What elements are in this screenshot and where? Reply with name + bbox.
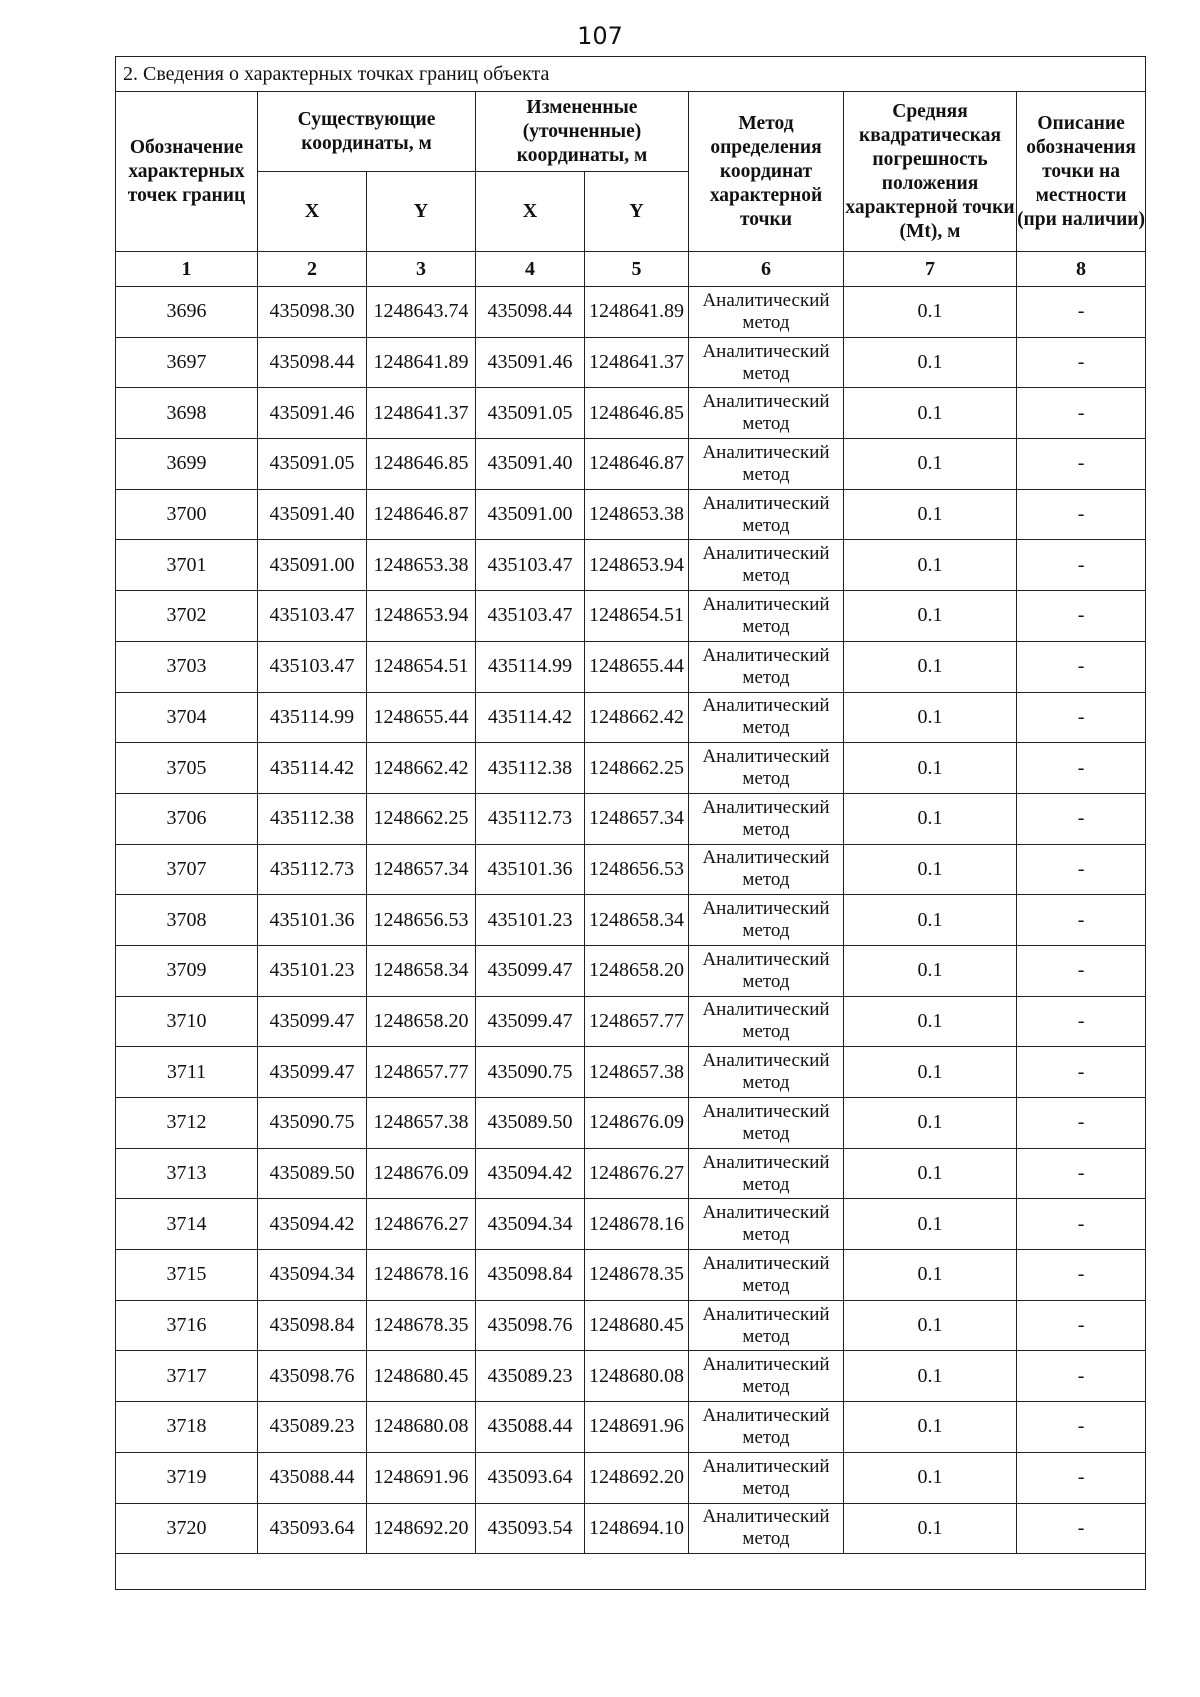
description-cell: - xyxy=(1017,996,1146,1047)
mean-error-cell: 0.1 xyxy=(844,1047,1017,1098)
table-row xyxy=(116,1351,1146,1402)
point-id-cell: 3712 xyxy=(116,1098,258,1149)
description-cell: - xyxy=(1017,793,1146,844)
changed-x-cell: 435098.76 xyxy=(476,1300,585,1351)
changed-x-cell: 435091.46 xyxy=(476,337,585,388)
method-cell: Аналитический метод xyxy=(689,287,844,338)
existing-x-cell: 435103.47 xyxy=(258,591,367,642)
description-cell: - xyxy=(1017,388,1146,439)
mean-error-cell: 0.1 xyxy=(844,1351,1017,1402)
mean-error-cell: 0.1 xyxy=(844,996,1017,1047)
method-cell: Аналитический метод xyxy=(689,895,844,946)
changed-x-cell: 435098.44 xyxy=(476,287,585,338)
existing-x-cell: 435098.84 xyxy=(258,1300,367,1351)
header-method: Метод определения координат характерной точки xyxy=(689,92,844,252)
existing-x-cell: 435093.64 xyxy=(258,1503,367,1554)
description-cell: - xyxy=(1017,1199,1146,1250)
method-cell: Аналитический метод xyxy=(689,388,844,439)
description-cell: - xyxy=(1017,844,1146,895)
point-id-cell: 3707 xyxy=(116,844,258,895)
mean-error-cell: 0.1 xyxy=(844,1503,1017,1554)
changed-x-cell: 435093.54 xyxy=(476,1503,585,1554)
existing-y-cell: 1248678.35 xyxy=(367,1300,476,1351)
point-id-cell: 3704 xyxy=(116,692,258,743)
changed-x-cell: 435089.23 xyxy=(476,1351,585,1402)
description-cell: - xyxy=(1017,1148,1146,1199)
description-cell: - xyxy=(1017,641,1146,692)
point-id-cell: 3710 xyxy=(116,996,258,1047)
mean-error-cell: 0.1 xyxy=(844,945,1017,996)
existing-y-cell: 1248680.08 xyxy=(367,1402,476,1453)
existing-y-cell: 1248657.77 xyxy=(367,1047,476,1098)
header-existing-y: Y xyxy=(367,172,476,252)
changed-y-cell: 1248691.96 xyxy=(585,1402,689,1453)
existing-x-cell: 435101.36 xyxy=(258,895,367,946)
table-row xyxy=(116,1452,1146,1503)
description-cell: - xyxy=(1017,439,1146,490)
existing-y-cell: 1248646.87 xyxy=(367,489,476,540)
point-id-cell: 3715 xyxy=(116,1250,258,1301)
changed-y-cell: 1248653.38 xyxy=(585,489,689,540)
mean-error-cell: 0.1 xyxy=(844,540,1017,591)
changed-x-cell: 435098.84 xyxy=(476,1250,585,1301)
mean-error-cell: 0.1 xyxy=(844,1402,1017,1453)
column-number: 7 xyxy=(844,252,1017,287)
changed-y-cell: 1248658.20 xyxy=(585,945,689,996)
existing-y-cell: 1248662.42 xyxy=(367,743,476,794)
changed-y-cell: 1248680.08 xyxy=(585,1351,689,1402)
description-cell: - xyxy=(1017,1402,1146,1453)
changed-x-cell: 435099.47 xyxy=(476,996,585,1047)
description-cell: - xyxy=(1017,489,1146,540)
description-cell: - xyxy=(1017,1098,1146,1149)
changed-x-cell: 435088.44 xyxy=(476,1402,585,1453)
point-id-cell: 3719 xyxy=(116,1452,258,1503)
existing-x-cell: 435098.44 xyxy=(258,337,367,388)
column-number: 6 xyxy=(689,252,844,287)
header-changed-x: X xyxy=(476,172,585,252)
changed-x-cell: 435099.47 xyxy=(476,945,585,996)
changed-x-cell: 435089.50 xyxy=(476,1098,585,1149)
mean-error-cell: 0.1 xyxy=(844,591,1017,642)
point-id-cell: 3698 xyxy=(116,388,258,439)
existing-y-cell: 1248641.89 xyxy=(367,337,476,388)
page-number: 107 xyxy=(577,22,623,50)
header-existing-coordinates: Существующие координаты, м xyxy=(258,92,476,172)
changed-y-cell: 1248657.34 xyxy=(585,793,689,844)
existing-y-cell: 1248680.45 xyxy=(367,1351,476,1402)
description-cell: - xyxy=(1017,692,1146,743)
method-cell: Аналитический метод xyxy=(689,1047,844,1098)
method-cell: Аналитический метод xyxy=(689,945,844,996)
header-changed-coordinates: Измененные (уточненные) координаты, м xyxy=(476,92,689,172)
point-id-cell: 3714 xyxy=(116,1199,258,1250)
method-cell: Аналитический метод xyxy=(689,844,844,895)
changed-x-cell: 435112.38 xyxy=(476,743,585,794)
empty-cell xyxy=(116,1554,1146,1590)
existing-x-cell: 435088.44 xyxy=(258,1452,367,1503)
table-row xyxy=(116,945,1146,996)
mean-error-cell: 0.1 xyxy=(844,1452,1017,1503)
existing-x-cell: 435114.99 xyxy=(258,692,367,743)
mean-error-cell: 0.1 xyxy=(844,1250,1017,1301)
table-row xyxy=(116,1300,1146,1351)
mean-error-cell: 0.1 xyxy=(844,641,1017,692)
description-cell: - xyxy=(1017,287,1146,338)
changed-y-cell: 1248641.37 xyxy=(585,337,689,388)
existing-y-cell: 1248654.51 xyxy=(367,641,476,692)
column-number: 4 xyxy=(476,252,585,287)
changed-y-cell: 1248694.10 xyxy=(585,1503,689,1554)
mean-error-cell: 0.1 xyxy=(844,489,1017,540)
empty-row xyxy=(116,1554,1146,1590)
point-id-cell: 3718 xyxy=(116,1402,258,1453)
method-cell: Аналитический метод xyxy=(689,591,844,642)
point-id-cell: 3702 xyxy=(116,591,258,642)
changed-x-cell: 435090.75 xyxy=(476,1047,585,1098)
description-cell: - xyxy=(1017,1351,1146,1402)
changed-y-cell: 1248654.51 xyxy=(585,591,689,642)
description-cell: - xyxy=(1017,945,1146,996)
existing-y-cell: 1248658.20 xyxy=(367,996,476,1047)
changed-y-cell: 1248653.94 xyxy=(585,540,689,591)
changed-x-cell: 435114.99 xyxy=(476,641,585,692)
existing-x-cell: 435099.47 xyxy=(258,996,367,1047)
table-row xyxy=(116,540,1146,591)
existing-y-cell: 1248678.16 xyxy=(367,1250,476,1301)
changed-y-cell: 1248655.44 xyxy=(585,641,689,692)
column-number: 8 xyxy=(1017,252,1146,287)
section-title: 2. Сведения о характерных точках границ объекта xyxy=(116,57,1146,92)
header-description: Описание обозначения точки на местности (при наличии) xyxy=(1017,92,1146,252)
mean-error-cell: 0.1 xyxy=(844,692,1017,743)
method-cell: Аналитический метод xyxy=(689,996,844,1047)
header-point-designation: Обозначение характерных точек границ xyxy=(116,92,258,252)
point-id-cell: 3720 xyxy=(116,1503,258,1554)
point-id-cell: 3716 xyxy=(116,1300,258,1351)
method-cell: Аналитический метод xyxy=(689,692,844,743)
point-id-cell: 3703 xyxy=(116,641,258,692)
mean-error-cell: 0.1 xyxy=(844,844,1017,895)
existing-y-cell: 1248662.25 xyxy=(367,793,476,844)
existing-y-cell: 1248653.94 xyxy=(367,591,476,642)
description-cell: - xyxy=(1017,743,1146,794)
existing-y-cell: 1248658.34 xyxy=(367,945,476,996)
method-cell: Аналитический метод xyxy=(689,793,844,844)
changed-y-cell: 1248678.35 xyxy=(585,1250,689,1301)
changed-x-cell: 435103.47 xyxy=(476,591,585,642)
existing-y-cell: 1248657.34 xyxy=(367,844,476,895)
changed-x-cell: 435112.73 xyxy=(476,793,585,844)
changed-x-cell: 435091.40 xyxy=(476,439,585,490)
header-mean-error: Средняя квадратическая погрешность положения характерной точки (Mt), м xyxy=(844,92,1017,252)
table-row xyxy=(116,388,1146,439)
point-id-cell: 3709 xyxy=(116,945,258,996)
changed-x-cell: 435091.00 xyxy=(476,489,585,540)
mean-error-cell: 0.1 xyxy=(844,743,1017,794)
existing-y-cell: 1248692.20 xyxy=(367,1503,476,1554)
existing-y-cell: 1248655.44 xyxy=(367,692,476,743)
existing-x-cell: 435091.05 xyxy=(258,439,367,490)
method-cell: Аналитический метод xyxy=(689,489,844,540)
changed-y-cell: 1248646.87 xyxy=(585,439,689,490)
existing-y-cell: 1248676.09 xyxy=(367,1148,476,1199)
changed-x-cell: 435094.34 xyxy=(476,1199,585,1250)
table-row xyxy=(116,996,1146,1047)
changed-y-cell: 1248678.16 xyxy=(585,1199,689,1250)
point-id-cell: 3708 xyxy=(116,895,258,946)
table-row xyxy=(116,793,1146,844)
column-number: 3 xyxy=(367,252,476,287)
table-row xyxy=(116,895,1146,946)
method-cell: Аналитический метод xyxy=(689,1148,844,1199)
mean-error-cell: 0.1 xyxy=(844,1199,1017,1250)
table-row xyxy=(116,489,1146,540)
existing-y-cell: 1248641.37 xyxy=(367,388,476,439)
column-number-row xyxy=(116,252,1146,287)
existing-x-cell: 435112.38 xyxy=(258,793,367,844)
changed-x-cell: 435091.05 xyxy=(476,388,585,439)
description-cell: - xyxy=(1017,895,1146,946)
changed-y-cell: 1248662.42 xyxy=(585,692,689,743)
existing-x-cell: 435090.75 xyxy=(258,1098,367,1149)
changed-y-cell: 1248657.38 xyxy=(585,1047,689,1098)
method-cell: Аналитический метод xyxy=(689,1503,844,1554)
mean-error-cell: 0.1 xyxy=(844,439,1017,490)
existing-x-cell: 435112.73 xyxy=(258,844,367,895)
point-id-cell: 3701 xyxy=(116,540,258,591)
column-number: 1 xyxy=(116,252,258,287)
changed-x-cell: 435103.47 xyxy=(476,540,585,591)
method-cell: Аналитический метод xyxy=(689,743,844,794)
point-id-cell: 3711 xyxy=(116,1047,258,1098)
changed-y-cell: 1248692.20 xyxy=(585,1452,689,1503)
changed-y-cell: 1248657.77 xyxy=(585,996,689,1047)
mean-error-cell: 0.1 xyxy=(844,388,1017,439)
table-row xyxy=(116,692,1146,743)
mean-error-cell: 0.1 xyxy=(844,337,1017,388)
table-row xyxy=(116,641,1146,692)
point-id-cell: 3706 xyxy=(116,793,258,844)
existing-x-cell: 435101.23 xyxy=(258,945,367,996)
table-row xyxy=(116,1098,1146,1149)
table-row xyxy=(116,1148,1146,1199)
changed-y-cell: 1248646.85 xyxy=(585,388,689,439)
table-row xyxy=(116,439,1146,490)
description-cell: - xyxy=(1017,1047,1146,1098)
existing-x-cell: 435114.42 xyxy=(258,743,367,794)
existing-y-cell: 1248657.38 xyxy=(367,1098,476,1149)
header-changed-y: Y xyxy=(585,172,689,252)
table-row xyxy=(116,844,1146,895)
point-id-cell: 3713 xyxy=(116,1148,258,1199)
existing-x-cell: 435098.76 xyxy=(258,1351,367,1402)
existing-x-cell: 435094.34 xyxy=(258,1250,367,1301)
existing-y-cell: 1248653.38 xyxy=(367,540,476,591)
point-id-cell: 3699 xyxy=(116,439,258,490)
existing-x-cell: 435091.40 xyxy=(258,489,367,540)
changed-x-cell: 435093.64 xyxy=(476,1452,585,1503)
existing-y-cell: 1248643.74 xyxy=(367,287,476,338)
method-cell: Аналитический метод xyxy=(689,1199,844,1250)
description-cell: - xyxy=(1017,1503,1146,1554)
description-cell: - xyxy=(1017,1300,1146,1351)
changed-x-cell: 435114.42 xyxy=(476,692,585,743)
mean-error-cell: 0.1 xyxy=(844,1300,1017,1351)
point-id-cell: 3697 xyxy=(116,337,258,388)
existing-x-cell: 435094.42 xyxy=(258,1199,367,1250)
existing-x-cell: 435089.50 xyxy=(258,1148,367,1199)
method-cell: Аналитический метод xyxy=(689,1351,844,1402)
method-cell: Аналитический метод xyxy=(689,1250,844,1301)
description-cell: - xyxy=(1017,1452,1146,1503)
boundary-points-table xyxy=(115,56,1146,1590)
changed-x-cell: 435101.23 xyxy=(476,895,585,946)
table-row xyxy=(116,1503,1146,1554)
method-cell: Аналитический метод xyxy=(689,641,844,692)
mean-error-cell: 0.1 xyxy=(844,1098,1017,1149)
description-cell: - xyxy=(1017,1250,1146,1301)
method-cell: Аналитический метод xyxy=(689,439,844,490)
method-cell: Аналитический метод xyxy=(689,540,844,591)
point-id-cell: 3717 xyxy=(116,1351,258,1402)
method-cell: Аналитический метод xyxy=(689,1402,844,1453)
table-row xyxy=(116,287,1146,338)
point-id-cell: 3700 xyxy=(116,489,258,540)
method-cell: Аналитический метод xyxy=(689,1452,844,1503)
table-row xyxy=(116,1199,1146,1250)
method-cell: Аналитический метод xyxy=(689,1300,844,1351)
existing-x-cell: 435091.00 xyxy=(258,540,367,591)
changed-y-cell: 1248680.45 xyxy=(585,1300,689,1351)
table-row xyxy=(116,1402,1146,1453)
changed-y-cell: 1248641.89 xyxy=(585,287,689,338)
table-row xyxy=(116,743,1146,794)
mean-error-cell: 0.1 xyxy=(844,287,1017,338)
changed-x-cell: 435101.36 xyxy=(476,844,585,895)
changed-y-cell: 1248658.34 xyxy=(585,895,689,946)
mean-error-cell: 0.1 xyxy=(844,793,1017,844)
mean-error-cell: 0.1 xyxy=(844,1148,1017,1199)
changed-y-cell: 1248656.53 xyxy=(585,844,689,895)
changed-y-cell: 1248676.09 xyxy=(585,1098,689,1149)
changed-y-cell: 1248676.27 xyxy=(585,1148,689,1199)
existing-x-cell: 435103.47 xyxy=(258,641,367,692)
header-existing-x: X xyxy=(258,172,367,252)
existing-x-cell: 435091.46 xyxy=(258,388,367,439)
existing-y-cell: 1248646.85 xyxy=(367,439,476,490)
existing-x-cell: 435099.47 xyxy=(258,1047,367,1098)
table-row xyxy=(116,1250,1146,1301)
method-cell: Аналитический метод xyxy=(689,337,844,388)
existing-y-cell: 1248676.27 xyxy=(367,1199,476,1250)
table-row xyxy=(116,337,1146,388)
existing-x-cell: 435089.23 xyxy=(258,1402,367,1453)
existing-x-cell: 435098.30 xyxy=(258,287,367,338)
description-cell: - xyxy=(1017,540,1146,591)
existing-y-cell: 1248691.96 xyxy=(367,1452,476,1503)
point-id-cell: 3696 xyxy=(116,287,258,338)
point-id-cell: 3705 xyxy=(116,743,258,794)
method-cell: Аналитический метод xyxy=(689,1098,844,1149)
table-row xyxy=(116,591,1146,642)
changed-y-cell: 1248662.25 xyxy=(585,743,689,794)
description-cell: - xyxy=(1017,337,1146,388)
changed-x-cell: 435094.42 xyxy=(476,1148,585,1199)
mean-error-cell: 0.1 xyxy=(844,895,1017,946)
existing-y-cell: 1248656.53 xyxy=(367,895,476,946)
description-cell: - xyxy=(1017,591,1146,642)
table-row xyxy=(116,1047,1146,1098)
column-number: 5 xyxy=(585,252,689,287)
column-number: 2 xyxy=(258,252,367,287)
